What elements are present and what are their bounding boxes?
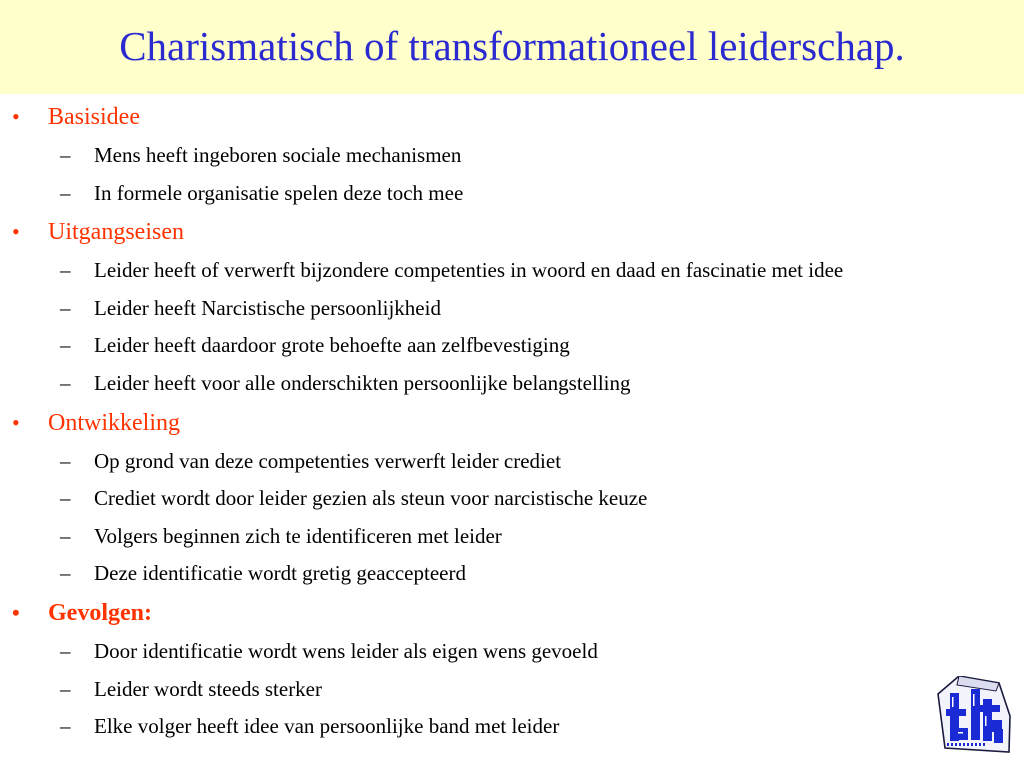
section-heading-text: Basisidee bbox=[48, 104, 140, 130]
list-item bbox=[0, 137, 1024, 175]
list-item bbox=[0, 555, 1024, 593]
list-item-text: Volgers beginnen zich te identificeren met leider bbox=[94, 523, 502, 548]
list-item-text: Elke volger heeft idee van persoonlijke band met leider bbox=[94, 714, 560, 739]
list-item bbox=[0, 290, 1024, 328]
title-band bbox=[0, 0, 1024, 94]
slide-title: Charismatisch of transformationeel leiderschap. bbox=[119, 23, 905, 69]
dash-marker: – bbox=[60, 370, 71, 395]
list-item-text: Leider heeft voor alle onderschikten persoonlijke belangstelling bbox=[94, 370, 631, 395]
list-item bbox=[0, 480, 1024, 518]
list-item bbox=[0, 443, 1024, 481]
dash-marker: – bbox=[60, 448, 71, 473]
list-item bbox=[0, 252, 1024, 290]
dash-marker: – bbox=[60, 486, 71, 511]
section-heading-basisidee bbox=[0, 97, 1024, 137]
section-heading-text: Ontwikkeling bbox=[48, 409, 180, 436]
list-item bbox=[0, 175, 1024, 213]
list-item bbox=[0, 365, 1024, 403]
section-heading-ontwikkeling bbox=[0, 403, 1024, 443]
university-logo-icon bbox=[937, 676, 1013, 754]
list-item bbox=[0, 518, 1024, 556]
list-item-text: Mens heeft ingeboren sociale mechanismen bbox=[94, 143, 462, 167]
dash-marker: – bbox=[60, 180, 71, 205]
list-item-text: Leider heeft daardoor grote behoefte aan zelfbevestiging bbox=[94, 333, 570, 358]
slide-content bbox=[0, 97, 1024, 746]
list-item-text: Deze identificatie wordt gretig geaccepteerd bbox=[94, 561, 466, 586]
bullet-marker: • bbox=[12, 409, 20, 435]
dash-marker: – bbox=[60, 714, 71, 739]
section-heading-gevolgen bbox=[0, 593, 1024, 633]
bullet-marker: • bbox=[12, 104, 20, 129]
list-item-text: Leider heeft of verwerft bijzondere competenties in woord en daad en fascinatie met idee bbox=[94, 258, 844, 283]
dash-marker: – bbox=[60, 638, 71, 663]
list-item-text: Leider wordt steeds sterker bbox=[94, 676, 322, 701]
dash-marker: – bbox=[60, 676, 71, 701]
bullet-marker: • bbox=[12, 219, 20, 245]
bullet-marker: • bbox=[12, 599, 20, 625]
dash-marker: – bbox=[60, 333, 71, 358]
dash-marker: – bbox=[60, 143, 71, 167]
list-item-text: Op grond van deze competenties verwerft leider crediet bbox=[94, 448, 562, 473]
list-item bbox=[0, 633, 1024, 671]
list-item bbox=[0, 327, 1024, 365]
dash-marker: – bbox=[60, 258, 71, 283]
list-item-text: Door identificatie wordt wens leider als eigen wens gevoeld bbox=[94, 638, 598, 663]
section-heading-text: Gevolgen: bbox=[48, 599, 152, 626]
dash-marker: – bbox=[60, 295, 71, 320]
section-heading-text: Uitgangseisen bbox=[48, 219, 184, 246]
dash-marker: – bbox=[60, 523, 71, 548]
list-item bbox=[0, 708, 1024, 746]
list-item-text: In formele organisatie spelen deze toch mee bbox=[94, 180, 464, 205]
dash-marker: – bbox=[60, 561, 71, 586]
list-item-text: Crediet wordt door leider gezien als steun voor narcistische keuze bbox=[94, 486, 648, 511]
section-heading-uitgangseisen bbox=[0, 212, 1024, 252]
list-item-text: Leider heeft Narcistische persoonlijkheid bbox=[94, 295, 441, 320]
list-item bbox=[0, 671, 1024, 709]
